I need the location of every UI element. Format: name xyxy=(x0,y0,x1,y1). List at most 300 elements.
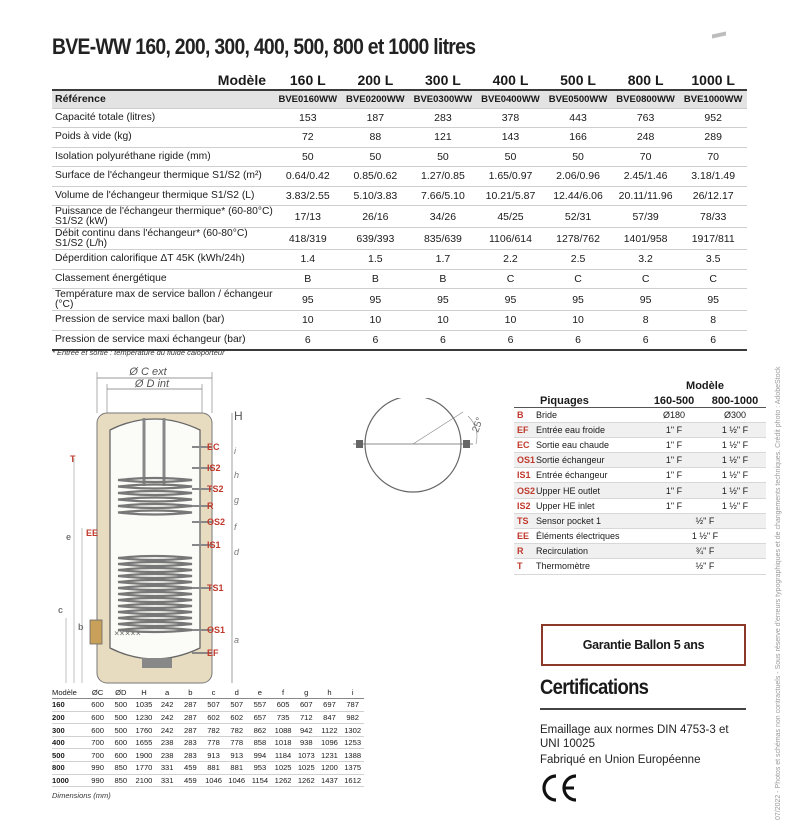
piquage-name: Sensor pocket 1 xyxy=(536,513,644,528)
spec-cell: B xyxy=(274,269,342,289)
top-view-diagram xyxy=(348,398,508,493)
dimensions-cell: 1437 xyxy=(318,774,341,787)
dimensions-caption: Dimensions (mm) xyxy=(52,791,111,800)
dimensions-cell: 287 xyxy=(179,724,202,737)
spec-cell: 95 xyxy=(679,289,747,311)
piquage-value-large: 1 ½" F xyxy=(704,422,766,437)
spec-row xyxy=(52,108,747,128)
spec-row-label: Poids à vide (kg) xyxy=(52,128,274,148)
dimensions-cell: 1612 xyxy=(341,774,364,787)
spec-cell: 7.66/5.10 xyxy=(409,186,477,206)
spec-cell: 2.45/1.46 xyxy=(612,167,680,187)
spec-row xyxy=(52,289,747,311)
dimensions-row xyxy=(52,749,364,762)
dimensions-cell: 862 xyxy=(248,724,271,737)
piquage-name: Recirculation xyxy=(536,544,644,559)
dimensions-cell: 242 xyxy=(156,711,179,724)
piquage-value: ¾" F xyxy=(644,544,766,559)
dimensions-cell: 782 xyxy=(202,724,225,737)
dimensions-cell: 990 xyxy=(86,762,109,775)
dimensions-cell: 1655 xyxy=(132,736,155,749)
spec-cell: 187 xyxy=(342,108,410,128)
piquage-code: R xyxy=(514,544,536,559)
spec-cell: 52/31 xyxy=(544,206,612,228)
spec-cell: 95 xyxy=(544,289,612,311)
spec-cell: 8 xyxy=(679,311,747,331)
spec-header-row xyxy=(52,70,747,90)
spec-cell: 1106/614 xyxy=(477,228,545,250)
spec-model-header: 300 L xyxy=(409,70,477,90)
dimensions-cell: 858 xyxy=(248,736,271,749)
dimensions-header: i xyxy=(341,686,364,699)
page-title: BVE-WW 160, 200, 300, 400, 500, 800 et 1000 litres xyxy=(52,34,476,59)
spec-model-header: 800 L xyxy=(612,70,680,90)
spec-cell: 50 xyxy=(477,147,545,167)
spec-cell: 0.64/0.42 xyxy=(274,167,342,187)
piquage-row xyxy=(514,513,766,528)
spec-header-label: Modèle xyxy=(52,70,274,90)
tank-dim-letter: a xyxy=(234,635,240,645)
piquage-code: EC xyxy=(514,437,536,452)
spec-cell: 8 xyxy=(612,311,680,331)
piquage-row xyxy=(514,529,766,544)
dimensions-cell: 700 xyxy=(86,749,109,762)
spec-table xyxy=(52,70,747,351)
piquage-row xyxy=(514,422,766,437)
dimensions-row xyxy=(52,762,364,775)
spec-model-header: 1000 L xyxy=(679,70,747,90)
dimensions-cell: 1388 xyxy=(341,749,364,762)
spec-cell: 6 xyxy=(342,330,410,350)
piquage-code: TS xyxy=(514,513,536,528)
dimensions-cell: 500 xyxy=(109,711,132,724)
dimensions-row xyxy=(52,736,364,749)
tank-port-label: OS1 xyxy=(207,625,226,635)
spec-cell: 1.27/0.85 xyxy=(409,167,477,187)
piquage-code: EF xyxy=(514,422,536,437)
piquage-name: Éléments électriques xyxy=(536,529,644,544)
spec-cell: 121 xyxy=(409,128,477,148)
spec-row xyxy=(52,250,747,270)
dimensions-cell: 787 xyxy=(341,699,364,712)
spec-cell: 0.85/0.62 xyxy=(342,167,410,187)
piquage-value-small: 1" F xyxy=(644,422,704,437)
piquage-row xyxy=(514,483,766,498)
spec-cell: 10.21/5.87 xyxy=(477,186,545,206)
dimensions-cell: 1018 xyxy=(272,736,295,749)
piquage-code: T xyxy=(514,559,536,574)
dimensions-cell: 1088 xyxy=(272,724,295,737)
spec-cell: 20.11/11.96 xyxy=(612,186,680,206)
piquage-value-small: 1" F xyxy=(644,453,704,468)
dimensions-cell: 1375 xyxy=(341,762,364,775)
tank-dim-letter: d xyxy=(234,547,240,557)
dimensions-header: b xyxy=(179,686,202,699)
spec-row xyxy=(52,311,747,331)
dimensions-cell: 1025 xyxy=(272,762,295,775)
dimensions-cell: 600 xyxy=(86,724,109,737)
dimensions-cell: 2100 xyxy=(132,774,155,787)
dimensions-cell: 283 xyxy=(179,736,202,749)
spec-cell: 6 xyxy=(409,330,477,350)
dimensions-cell: 287 xyxy=(179,699,202,712)
dimensions-cell: 850 xyxy=(109,774,132,787)
dimensions-cell: 942 xyxy=(295,724,318,737)
dimensions-cell: 160 xyxy=(52,699,86,712)
tank-left-label: b xyxy=(78,622,84,632)
spec-cell: 70 xyxy=(612,147,680,167)
piquage-value-small: 1" F xyxy=(644,468,704,483)
spec-cell: BVE0800WW xyxy=(612,90,680,108)
dimensions-cell: 400 xyxy=(52,736,86,749)
dimensions-row xyxy=(52,774,364,787)
piquage-name: Upper HE inlet xyxy=(536,498,644,513)
dimensions-cell: 1770 xyxy=(132,762,155,775)
spec-cell: 6 xyxy=(544,330,612,350)
spec-cell: 3.18/1.49 xyxy=(679,167,747,187)
dimensions-cell: 657 xyxy=(248,711,271,724)
tank-dim-letter: f xyxy=(234,522,237,532)
dimensions-cell: 607 xyxy=(295,699,318,712)
spec-cell: BVE0300WW xyxy=(409,90,477,108)
spec-cell: 1917/811 xyxy=(679,228,747,250)
piquages-modele-label: Modèle xyxy=(686,380,724,392)
spec-cell: 283 xyxy=(409,108,477,128)
piquage-value-large: 1 ½" F xyxy=(704,468,766,483)
piquage-row xyxy=(514,544,766,559)
dimensions-cell: 1253 xyxy=(341,736,364,749)
dimensions-cell: 331 xyxy=(156,774,179,787)
dimensions-cell: 1073 xyxy=(295,749,318,762)
piquage-value-small: 1" F xyxy=(644,498,704,513)
spec-cell: BVE1000WW xyxy=(679,90,747,108)
spec-cell: 26/12.17 xyxy=(679,186,747,206)
dimensions-table xyxy=(52,686,364,787)
dimensions-cell: 982 xyxy=(341,711,364,724)
piquage-row xyxy=(514,437,766,452)
piquage-value-large: 1 ½" F xyxy=(704,453,766,468)
piquage-value-large: 1 ½" F xyxy=(704,483,766,498)
spec-row-label: Surface de l'échangeur thermique S1/S2 (m²) xyxy=(52,167,274,187)
spec-row xyxy=(52,269,747,289)
spec-model-header: 160 L xyxy=(274,70,342,90)
spec-cell: C xyxy=(477,269,545,289)
piquages-col-800-1000: 800-1000 xyxy=(704,392,766,407)
dimensions-cell: 1200 xyxy=(318,762,341,775)
dimensions-cell: 242 xyxy=(156,699,179,712)
tank-diagram xyxy=(52,358,262,688)
piquages-col-160-500: 160-500 xyxy=(644,392,704,407)
spec-cell: B xyxy=(409,269,477,289)
tank-dim-letter: g xyxy=(234,495,240,505)
dimensions-row xyxy=(52,699,364,712)
piquage-row xyxy=(514,407,766,422)
spec-cell: 1.65/0.97 xyxy=(477,167,545,187)
dimensions-cell: 459 xyxy=(179,762,202,775)
piquage-value-large: Ø300 xyxy=(704,407,766,422)
spec-body xyxy=(52,90,747,350)
spec-footnote: * Entrée et sortie : température du fluide caloporteur xyxy=(52,348,225,357)
spec-cell: 10 xyxy=(477,311,545,331)
spec-row-label: Débit continu dans l'échangeur* (60-80°C) S1/S2 (L/h) xyxy=(52,228,274,250)
spec-cell: 10 xyxy=(409,311,477,331)
spec-cell: 78/33 xyxy=(679,206,747,228)
dimensions-header: h xyxy=(318,686,341,699)
dimensions-cell: 778 xyxy=(225,736,248,749)
spec-cell: 95 xyxy=(274,289,342,311)
spec-model-header: 200 L xyxy=(342,70,410,90)
piquage-name: Sortie échangeur xyxy=(536,453,644,468)
spec-cell: 3.5 xyxy=(679,250,747,270)
dimensions-cell: 1900 xyxy=(132,749,155,762)
dimensions-cell: 1184 xyxy=(272,749,295,762)
spec-cell: 1.4 xyxy=(274,250,342,270)
dimensions-cell: 300 xyxy=(52,724,86,737)
spec-row-label: Puissance de l'échangeur thermique* (60-80°C) S1/S2 (kW) xyxy=(52,206,274,228)
spec-cell: BVE0500WW xyxy=(544,90,612,108)
dimensions-cell: 600 xyxy=(109,736,132,749)
piquage-name: Bride xyxy=(536,407,644,422)
spec-cell: 6 xyxy=(477,330,545,350)
spec-cell: 289 xyxy=(679,128,747,148)
svg-text:×××××: ××××× xyxy=(114,629,142,639)
spec-cell: C xyxy=(679,269,747,289)
dimensions-cell: 200 xyxy=(52,711,86,724)
piquage-value: 1 ½" F xyxy=(644,529,766,544)
dimensions-cell: 507 xyxy=(225,699,248,712)
tank-dim-letter: i xyxy=(234,446,236,456)
spec-cell: 153 xyxy=(274,108,342,128)
dimensions-cell: 782 xyxy=(225,724,248,737)
piquage-code: OS1 xyxy=(514,453,536,468)
dimensions-cell: 459 xyxy=(179,774,202,787)
dimensions-cell: 850 xyxy=(109,762,132,775)
piquages-table xyxy=(514,378,766,575)
spec-cell: 72 xyxy=(274,128,342,148)
dimensions-cell: 1154 xyxy=(248,774,271,787)
spec-cell: 763 xyxy=(612,108,680,128)
tank-port-label: R xyxy=(207,501,214,511)
dimensions-cell: 913 xyxy=(225,749,248,762)
spec-cell: 50 xyxy=(274,147,342,167)
dimensions-cell: 1046 xyxy=(225,774,248,787)
dimensions-header: H xyxy=(132,686,155,699)
dimensions-header: c xyxy=(202,686,225,699)
spec-row xyxy=(52,228,747,250)
dimensions-cell: 602 xyxy=(202,711,225,724)
dimensions-cell: 1230 xyxy=(132,711,155,724)
piquage-row xyxy=(514,453,766,468)
dim-h-label: H xyxy=(234,409,243,423)
tank-port-label: OS2 xyxy=(207,517,226,527)
tank-port-label: IS1 xyxy=(207,540,221,550)
spec-cell: 95 xyxy=(477,289,545,311)
spec-cell: 57/39 xyxy=(612,206,680,228)
spec-model-header: 500 L xyxy=(544,70,612,90)
spec-cell: BVE0200WW xyxy=(342,90,410,108)
spec-cell: 95 xyxy=(612,289,680,311)
tank-left-label: T xyxy=(70,454,76,464)
garantie-box: Garantie Ballon 5 ans xyxy=(541,624,746,666)
dim-c-label: Ø C ext xyxy=(129,366,167,378)
dimensions-cell: 990 xyxy=(86,774,109,787)
spec-cell: 639/393 xyxy=(342,228,410,250)
top-view-circle xyxy=(365,398,461,492)
spec-cell: 10 xyxy=(274,311,342,331)
piquage-value-small: 1" F xyxy=(644,483,704,498)
spec-cell: 1.5 xyxy=(342,250,410,270)
spec-row-label: Volume de l'échangeur thermique S1/S2 (L) xyxy=(52,186,274,206)
spec-cell: 70 xyxy=(679,147,747,167)
spec-cell: C xyxy=(544,269,612,289)
dimensions-cell: 1122 xyxy=(318,724,341,737)
dimensions-cell: 238 xyxy=(156,749,179,762)
spec-cell: BVE0160WW xyxy=(274,90,342,108)
dimensions-cell: 712 xyxy=(295,711,318,724)
spec-model-header: 400 L xyxy=(477,70,545,90)
dimensions-row xyxy=(52,724,364,737)
dimensions-cell: 500 xyxy=(109,724,132,737)
spec-row xyxy=(52,206,747,228)
left-labels xyxy=(58,454,98,632)
spec-cell: 17/13 xyxy=(274,206,342,228)
spec-cell: 3.2 xyxy=(612,250,680,270)
dimensions-cell: 1262 xyxy=(295,774,318,787)
spec-cell: 50 xyxy=(544,147,612,167)
dimensions-header: ØD xyxy=(109,686,132,699)
spec-cell: 2.2 xyxy=(477,250,545,270)
spec-cell: 443 xyxy=(544,108,612,128)
spec-cell: 248 xyxy=(612,128,680,148)
dimensions-cell: 1302 xyxy=(341,724,364,737)
piquage-code: IS2 xyxy=(514,498,536,513)
dimensions-cell: 287 xyxy=(179,711,202,724)
spec-row xyxy=(52,90,747,108)
spec-row-label: Pression de service maxi échangeur (bar) xyxy=(52,330,274,350)
piquages-title: Piquages xyxy=(514,392,644,407)
spec-row xyxy=(52,147,747,167)
spec-cell: 143 xyxy=(477,128,545,148)
spec-cell: 95 xyxy=(342,289,410,311)
spec-cell: 88 xyxy=(342,128,410,148)
spec-cell: 1278/762 xyxy=(544,228,612,250)
dimensions-cell: 602 xyxy=(225,711,248,724)
dimensions-cell: 800 xyxy=(52,762,86,775)
dimensions-cell: 1035 xyxy=(132,699,155,712)
spec-row-label: Classement énergétique xyxy=(52,269,274,289)
tank-port-label: IS2 xyxy=(207,463,221,473)
electric-element xyxy=(90,620,102,644)
piquage-code: OS2 xyxy=(514,483,536,498)
piquage-name: Thermomètre xyxy=(536,559,644,574)
spec-row xyxy=(52,167,747,187)
angle-label: 25° xyxy=(470,416,486,435)
spec-cell: C xyxy=(612,269,680,289)
tank-left-label: EE xyxy=(86,528,99,538)
dimensions-cell: 847 xyxy=(318,711,341,724)
dimensions-cell: 778 xyxy=(202,736,225,749)
tank-left-label: e xyxy=(66,532,72,542)
dimensions-body xyxy=(52,699,364,787)
ce-mark-icon xyxy=(540,773,580,803)
dimensions-cell: 500 xyxy=(109,699,132,712)
piquage-name: Sortie eau chaude xyxy=(536,437,644,452)
piquage-row xyxy=(514,559,766,574)
spec-cell: 34/26 xyxy=(409,206,477,228)
spec-cell: 1401/958 xyxy=(612,228,680,250)
dimensions-cell: 994 xyxy=(248,749,271,762)
spec-row xyxy=(52,186,747,206)
dimensions-header-row xyxy=(52,686,364,699)
dimensions-cell: 881 xyxy=(225,762,248,775)
dimensions-cell: 507 xyxy=(202,699,225,712)
tank-port-label: TS1 xyxy=(207,583,224,593)
dimensions-cell: 238 xyxy=(156,736,179,749)
piquage-value: ½" F xyxy=(644,559,766,574)
dimensions-cell: 1231 xyxy=(318,749,341,762)
dimensions-cell: 735 xyxy=(272,711,295,724)
dimensions-cell: 1760 xyxy=(132,724,155,737)
dimensions-cell: 500 xyxy=(52,749,86,762)
dimensions-cell: 600 xyxy=(109,749,132,762)
spec-cell: 3.83/2.55 xyxy=(274,186,342,206)
spec-cell: 26/16 xyxy=(342,206,410,228)
piquage-value-large: 1 ½" F xyxy=(704,498,766,513)
tank-left-label: c xyxy=(58,605,64,615)
spec-cell: 2.06/0.96 xyxy=(544,167,612,187)
spec-cell: 50 xyxy=(342,147,410,167)
certifications-title: Certifications xyxy=(540,676,649,699)
dimensions-cell: 600 xyxy=(86,711,109,724)
spec-cell: 378 xyxy=(477,108,545,128)
spec-cell: 6 xyxy=(612,330,680,350)
dimensions-cell: 953 xyxy=(248,762,271,775)
dimensions-cell: 913 xyxy=(202,749,225,762)
piquage-name: Entrée eau froide xyxy=(536,422,644,437)
spec-row-label: Pression de service maxi ballon (bar) xyxy=(52,311,274,331)
spec-row-label: Déperdition calorifique ΔT 45K (kWh/24h) xyxy=(52,250,274,270)
piquage-code: IS1 xyxy=(514,468,536,483)
cert-line: Fabriqué en Union Européenne xyxy=(540,754,701,766)
dimensions-cell: 700 xyxy=(86,736,109,749)
spec-cell: 95 xyxy=(409,289,477,311)
piquage-name: Entrée échangeur xyxy=(536,468,644,483)
spec-cell: 5.10/3.83 xyxy=(342,186,410,206)
dimensions-header: g xyxy=(295,686,318,699)
dimensions-cell: 242 xyxy=(156,724,179,737)
spec-row-label: Température max de service ballon / échangeur (°C) xyxy=(52,289,274,311)
dimensions-header: d xyxy=(225,686,248,699)
spec-cell: 10 xyxy=(342,311,410,331)
spec-cell: 45/25 xyxy=(477,206,545,228)
piquage-value-large: 1 ½" F xyxy=(704,437,766,452)
piquage-row xyxy=(514,468,766,483)
spec-cell: 1.7 xyxy=(409,250,477,270)
piquage-name: Upper HE outlet xyxy=(536,483,644,498)
spec-cell: 50 xyxy=(409,147,477,167)
dimensions-cell: 1025 xyxy=(295,762,318,775)
spec-row-label: Référence xyxy=(52,90,274,108)
tank-base xyxy=(142,658,172,668)
dimensions-header: Modèle xyxy=(52,686,86,699)
dim-d-label: Ø D int xyxy=(134,378,170,390)
spec-row xyxy=(52,330,747,350)
side-disclaimer: 07/2022 - Photos et schémas non contractuels - Sous réserve d'erreurs typographiques et de changements techniques. Crédit photo : AdobeStock xyxy=(775,366,782,820)
dimensions-header: f xyxy=(272,686,295,699)
spec-cell: BVE0400WW xyxy=(477,90,545,108)
dimensions-cell: 605 xyxy=(272,699,295,712)
spec-cell: 12.44/6.06 xyxy=(544,186,612,206)
